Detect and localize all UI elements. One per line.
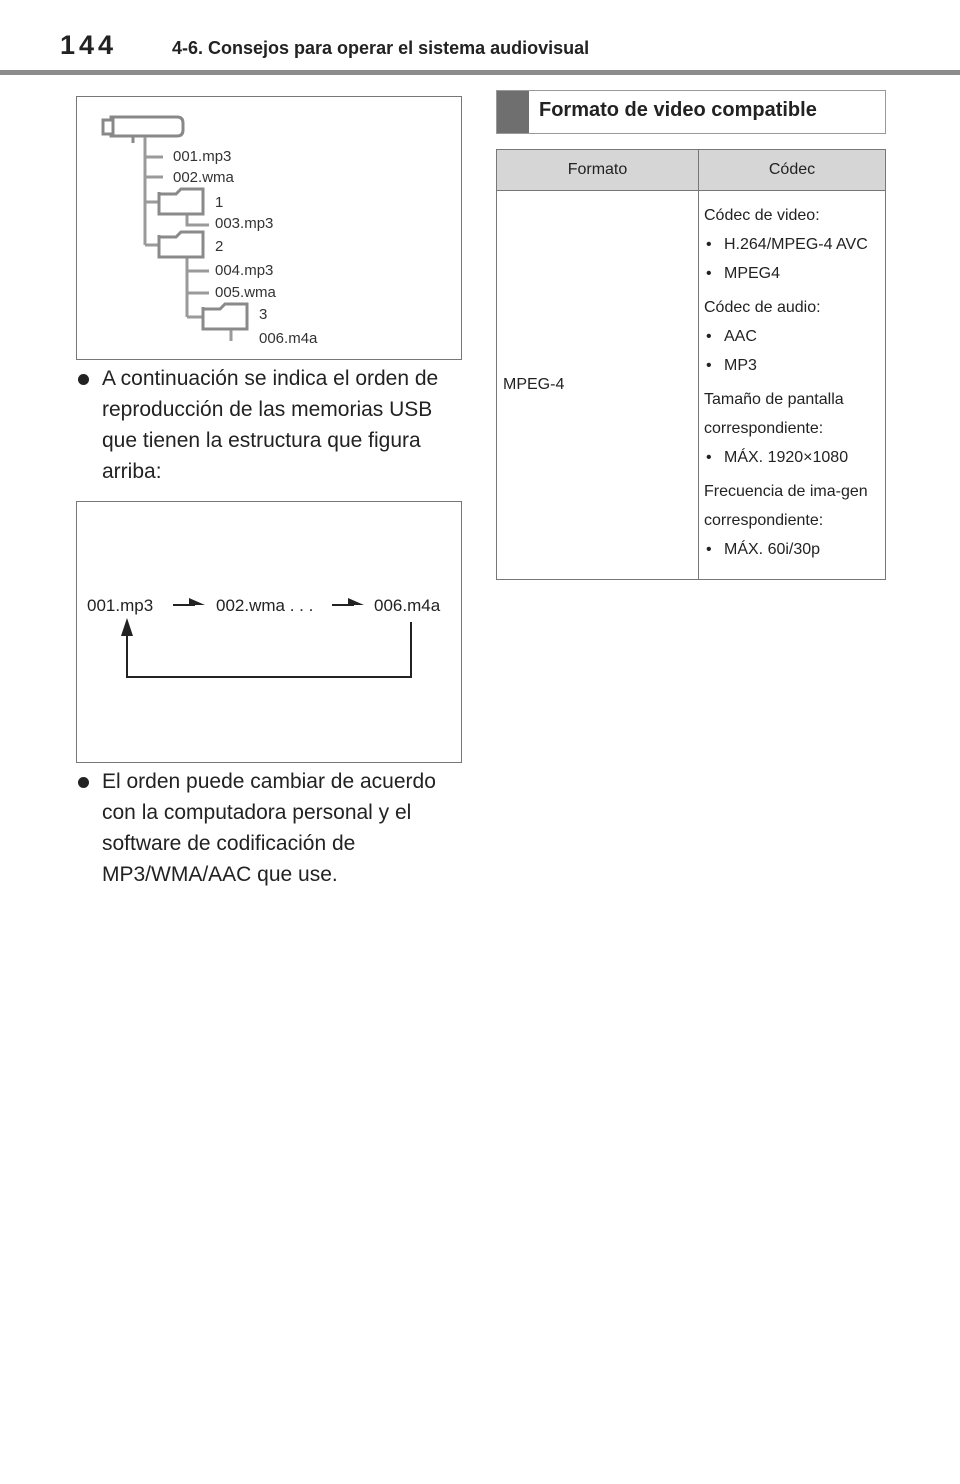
tree-label: 3 xyxy=(259,306,268,323)
header-rule xyxy=(0,70,960,75)
codec-group-title: Frecuencia de ima-gen correspondiente: xyxy=(704,483,868,529)
order-middle-label: 002.wma . . . xyxy=(216,596,314,615)
tree-label: 003.mp3 xyxy=(215,215,274,232)
codec-item: • MÁX. 60i/30p xyxy=(704,535,881,564)
order-first-label: 001.mp3 xyxy=(87,596,154,615)
bullet-order-note xyxy=(76,766,466,890)
folder-tree-diagram xyxy=(77,97,461,359)
table-row xyxy=(497,191,886,580)
arrow-right-icon xyxy=(173,598,205,605)
arrow-right-icon xyxy=(332,598,364,605)
codec-group-title: Códec de video: xyxy=(704,207,820,224)
tree-label: 001.mp3 xyxy=(173,148,232,165)
codec-cell xyxy=(699,191,886,580)
column-header-format: Formato xyxy=(497,150,699,191)
heading-tab-marker xyxy=(497,91,529,133)
usb-folder-tree-figure xyxy=(76,96,462,360)
bullet-dot-icon xyxy=(78,374,89,385)
usb-drive-icon xyxy=(103,117,183,143)
tree-label: 005.wma xyxy=(215,284,276,301)
format-cell: MPEG-4 xyxy=(497,191,699,580)
codec-group-screen-size xyxy=(704,385,881,472)
video-formats-table xyxy=(496,149,886,580)
tree-label: 006.m4a xyxy=(259,330,318,347)
page-number: 144 xyxy=(60,30,118,60)
folder-2-icon xyxy=(159,232,203,257)
loop-back-arrow xyxy=(121,618,411,677)
folder-icons xyxy=(159,189,247,329)
codec-group-title: Códec de audio: xyxy=(704,299,821,316)
codec-item: • MPEG4 xyxy=(704,259,881,288)
codec-group-title: Tamaño de pantalla correspondiente: xyxy=(704,391,844,437)
tree-label: 004.mp3 xyxy=(215,262,274,279)
playback-order-diagram xyxy=(77,502,461,762)
bullet-playback-order xyxy=(76,363,466,487)
codec-item: • MÁX. 1920×1080 xyxy=(704,443,881,472)
codec-item: • AAC xyxy=(704,322,881,351)
section-title: 4-6. Consejos para operar el sistema audiovisual xyxy=(172,38,590,58)
table-header-row xyxy=(497,150,886,191)
bullet-text: A continuación se indica el orden de reproducción de las memorias USB que tienen la estructura que figura arriba: xyxy=(102,367,439,483)
folder-3-icon xyxy=(203,304,247,329)
codec-group-video xyxy=(704,201,881,288)
folder-1-icon xyxy=(159,189,203,214)
playback-order-figure xyxy=(76,501,462,763)
tree-label: 002.wma xyxy=(173,169,234,186)
bullet-dot-icon xyxy=(78,777,89,788)
video-format-heading xyxy=(496,90,886,134)
column-header-codec: Códec xyxy=(699,150,886,191)
codec-group-frame-rate xyxy=(704,477,881,564)
bullet-text: El orden puede cambiar de acuerdo con la computadora personal y el software de codificación de MP3/WMA/AAC que use. xyxy=(102,770,436,886)
codec-item: • MP3 xyxy=(704,351,881,380)
order-last-label: 006.m4a xyxy=(374,596,441,615)
codec-group-audio xyxy=(704,293,881,380)
tree-label: 2 xyxy=(215,238,224,255)
codec-item: • H.264/MPEG-4 AVC xyxy=(704,230,881,259)
video-format-heading-label: Formato de video compatible xyxy=(539,99,817,121)
tree-label: 1 xyxy=(215,194,224,211)
